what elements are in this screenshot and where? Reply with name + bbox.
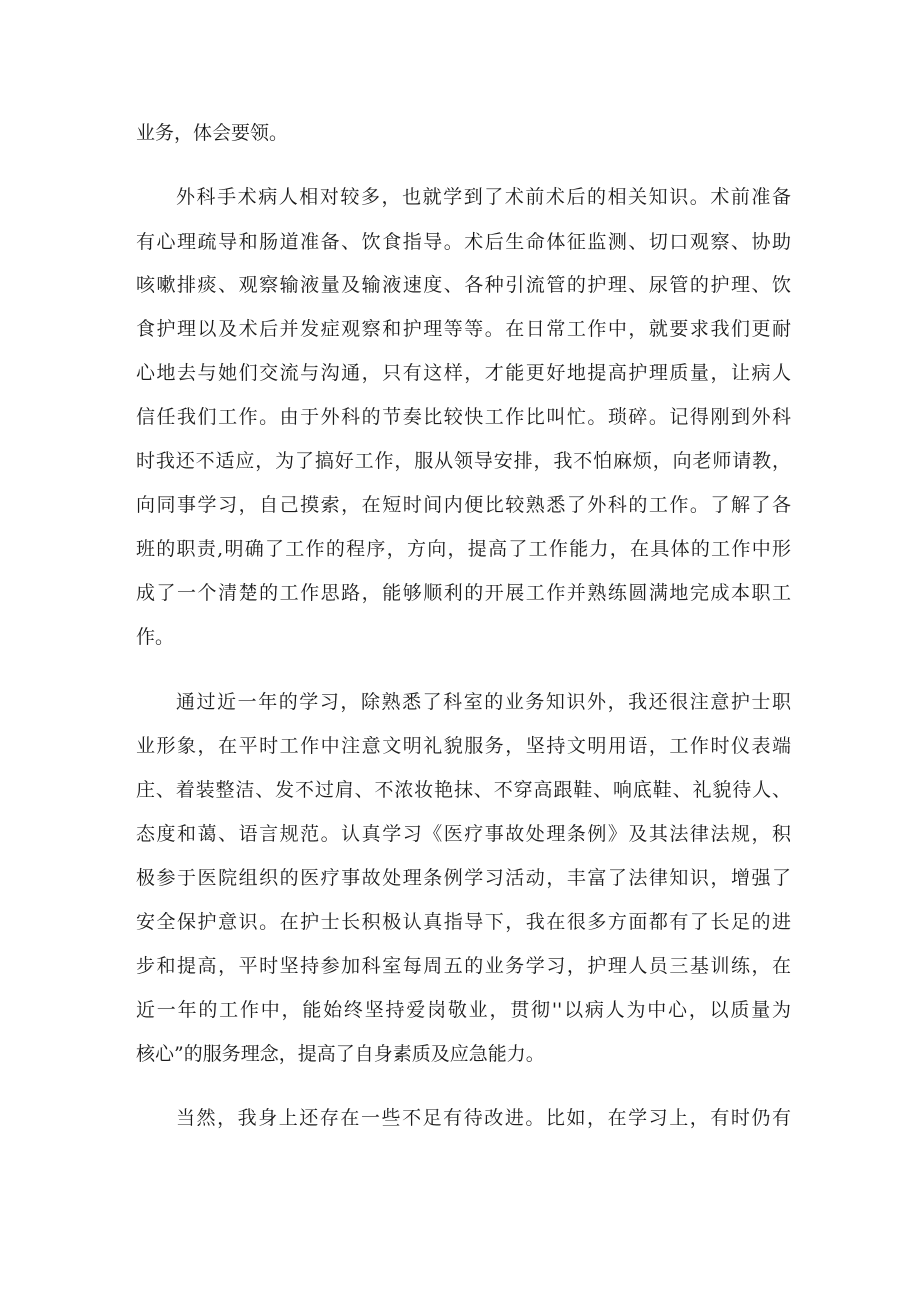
text-line: 外科手术病人相对较多，也就学到了术前术后的相关知识。术前准备 [176, 186, 791, 208]
text-line: 作。 [136, 626, 175, 648]
text-line: 业务，体会要领。 [136, 122, 289, 144]
text-line: 班的职责,明确了工作的程序，方向，提高了工作能力，在具体的工作中形 [136, 538, 791, 560]
text-line: 业形象，在平时工作中注意文明礼貌服务，坚持文明用语，工作时仪表端 [136, 735, 791, 757]
text-line: 信任我们工作。由于外科的节奏比较快工作比叫忙。琐碎。记得刚到外科 [136, 406, 791, 428]
text-line: 当然，我身上还存在一些不足有待改进。比如，在学习上，有时仍有 [176, 1107, 791, 1129]
text-line: 向同事学习，自己摸索，在短时间内便比较熟悉了外科的工作。了解了各 [136, 494, 791, 516]
text-line: 咳嗽排痰、观察输液量及输液速度、各种引流管的护理、尿管的护理、饮 [136, 274, 791, 296]
text-line: 态度和蔼、语言规范。认真学习《医疗事故处理条例》及其法律法规，积 [136, 823, 791, 845]
text-line: 通过近一年的学习，除熟悉了科室的业务知识外，我还很注意护士职 [176, 691, 791, 713]
text-line: 近一年的工作中，能始终坚持爱岗敬业，贯彻''以病人为中心，以质量为 [136, 999, 791, 1021]
text-line: 核心”的服务理念，提高了自身素质及应急能力。 [136, 1043, 545, 1065]
text-line: 时我还不适应，为了搞好工作，服从领导安排，我不怕麻烦，向老师请教， [136, 450, 791, 472]
text-line: 安全保护意识。在护士长积极认真指导下，我在很多方面都有了长足的进 [136, 911, 791, 933]
text-line: 庄、着装整洁、发不过肩、不浓妆艳抹、不穿高跟鞋、响底鞋、礼貌待人、 [136, 779, 791, 801]
text-line: 极参于医院组织的医疗事故处理条例学习活动，丰富了法律知识，增强了 [136, 867, 791, 889]
text-line: 成了一个清楚的工作思路，能够顺利的开展工作并熟练圆满地完成本职工 [136, 582, 791, 604]
text-line: 心地去与她们交流与沟通，只有这样，才能更好地提高护理质量，让病人 [136, 362, 791, 384]
text-line: 食护理以及术后并发症观察和护理等等。在日常工作中，就要求我们更耐 [136, 318, 791, 340]
text-line: 有心理疏导和肠道准备、饮食指导。术后生命体征监测、切口观察、协助 [136, 231, 791, 253]
text-line: 步和提高，平时坚持参加科室每周五的业务学习，护理人员三基训练，在 [136, 955, 791, 977]
